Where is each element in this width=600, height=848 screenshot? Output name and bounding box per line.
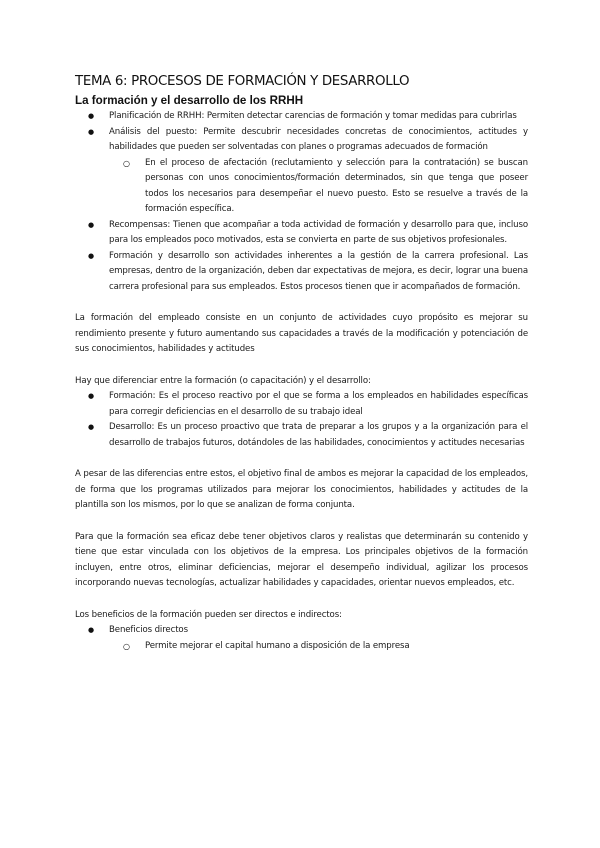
document-title: TEMA 6: PROCESOS DE FORMACIÓN Y DESARROLLO	[75, 74, 410, 89]
paragraph-objetivos-formacion: Para que la formación sea eficaz debe tener objetivos claros y realistas que determinarán su contenido y tiene que estar vinculada con los objetivos de la empresa. Los principales objetivos de la formación incluyen, entre otros, eliminar deficiencias, mejorar el desempeño individual, agilizar los procesos incorporando nuevas tecnologías, actualizar habilidades y capacidades, orientar nuevos empleados, etc.	[75, 531, 528, 588]
list-item-analisis-puesto: ● Análisis del puesto: Permite descubrir necesidades concretas de conocimientos, actitudes y habilidades que pueden ser solventadas con planes o programas adecuados de formación ○ En el proceso de afectación (reclutamiento y selección para la contratación) se buscan personas con unos conocimientos/formación determinados, sin que tenga que poseer todos los necesarios para desempeñar el nuevo puesto. Esto se resuelve a través de la formación específica.	[75, 125, 528, 218]
sub-list-item-afectacion: ○ En el proceso de afectación (reclutamiento y selección para la contratación) se buscan personas con unos conocimientos/formación determinados, sin que tenga que poseer todos los necesarios para desempeñar el nuevo puesto. Esto se resuelve a través de la formación específica.	[109, 156, 528, 218]
sub-list	[109, 156, 528, 218]
beneficios-list	[75, 623, 528, 654]
list-item-recompensas: ● Recompensas: Tienen que acompañar a toda actividad de formación y desarrollo para que, incluso para los empleados poco motivados, esta se convierta en parte de sus objetivos profesionales.	[75, 218, 528, 249]
list-item-beneficios-directos: ● Beneficios directos ○ Permite mejorar el capital humano a disposición de la empresa	[75, 623, 528, 654]
list-item-carrera-profesional: ● Formación y desarrollo son actividades inherentes a la gestión de la carrera profesional. Las empresas, dentro de la organización, deben dar expectativas de mejora, es decir, lograr una buena carrera profesional para sus empleados. Estos procesos tienen que ir acompañados de formación.	[75, 249, 528, 296]
paragraph-objetivo-final: A pesar de las diferencias entre estos, el objetivo final de ambos es mejorar la capacidad de los empleados, de forma que los programas utilizados para mejorar los conocimientos, habilidades y actitudes de la plantilla son los mismos, por lo que se analizan de forma conjunta.	[75, 469, 528, 510]
list-item-formacion: ● Formación: Es el proceso reactivo por el que se forma a los empleados en habilidades específicas para corregir deficiencias en el desarrollo de su trabajo ideal	[75, 389, 528, 420]
rrhh-bullet-list	[75, 109, 528, 295]
sub-list-item-capital-humano: ○ Permite mejorar el capital humano a disposición de la empresa	[109, 639, 528, 655]
section-subtitle: La formación y el desarrollo de los RRHH	[75, 94, 304, 107]
formacion-desarrollo-list	[75, 389, 528, 451]
paragraph-diferenciar-intro: Hay que diferenciar entre la formación (o capacitación) y el desarrollo:	[75, 375, 371, 386]
list-item-desarrollo: ● Desarrollo: Es un proceso proactivo que trata de preparar a los grupos y a la organización para el desarrollo de trabajos futuros, dotándoles de las habilidades, conocimientos y actitudes necesarias	[75, 420, 528, 451]
paragraph-definicion-formacion: La formación del empleado consiste en un conjunto de actividades cuyo propósito es mejorar su rendimiento presente y futuro aumentando sus capacidades a través de la modificación y potenciación de sus conocimientos, habilidades y actitudes	[75, 313, 528, 354]
sub-list	[109, 639, 528, 655]
list-item-planificacion: ● Planificación de RRHH: Permiten detectar carencias de formación y tomar medidas para cubrirlas	[75, 109, 528, 125]
document-page	[75, 73, 528, 654]
paragraph-beneficios-intro: Los beneficios de la formación pueden ser directos e indirectos:	[75, 609, 342, 620]
